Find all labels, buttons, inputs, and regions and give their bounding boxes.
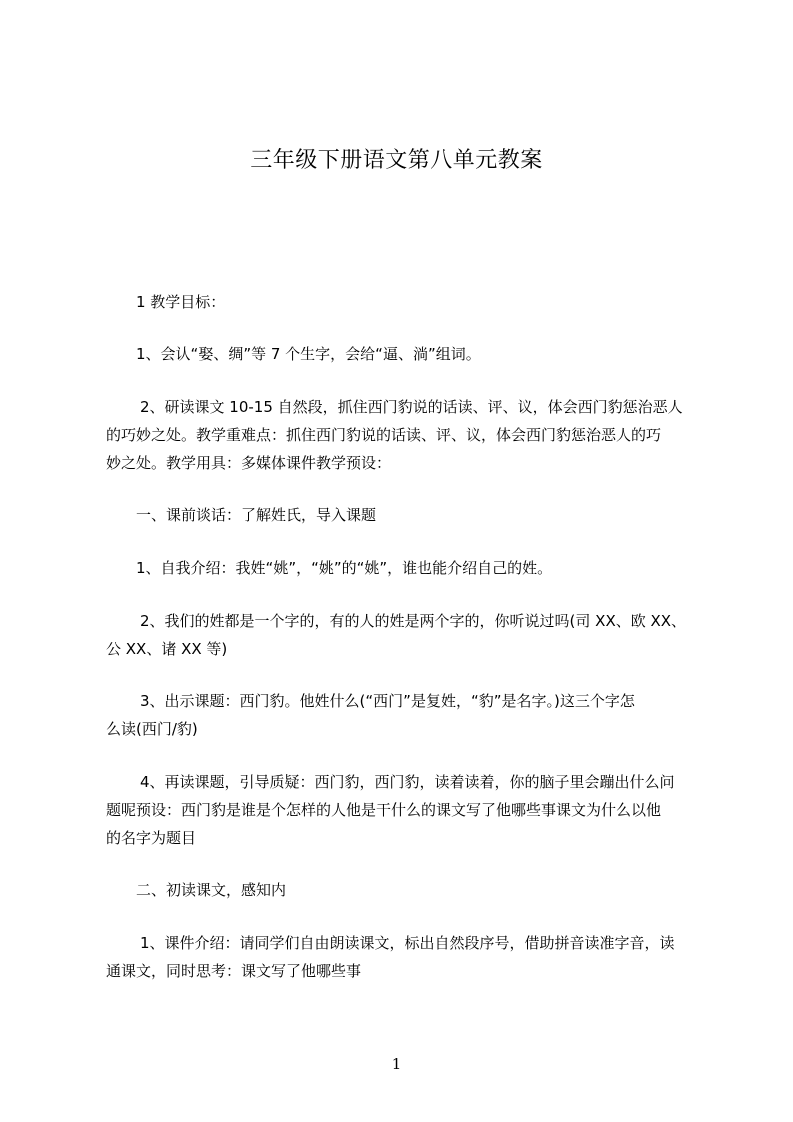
text-line: 一、课前谈话：了解姓氏，导入课题 [136, 506, 377, 524]
text-line: 1、课件介绍：请同学们自由朗读课文，标出自然段序号，借助拼音读准字音，读 [140, 934, 675, 952]
document-title: 三年级下册语文第八单元教案 [250, 148, 543, 173]
text-line: 的巧妙之处。教学重难点：抓住西门豹说的话读、评、议，体会西门豹惩治恶人的巧 [106, 426, 662, 444]
text-line: 的名字为题目 [106, 829, 197, 847]
text-line: 2、我们的姓都是一个字的，有的人的姓是两个字的，你听说过吗(司 XX、欧 XX、 [140, 612, 687, 630]
text-line: 2、研读课文 10-15 自然段，抓住西门豹说的话读、评、议，体会西门豹惩治恶人 [140, 398, 683, 416]
text-line: 1、会认“娶、绸”等 7 个生字，会给“逼、淌”组词。 [136, 345, 481, 363]
text-line: 3、出示课题：西门豹。他姓什么(“西门”是复姓，“豹”是名字。)这三个字怎 [140, 692, 635, 710]
text-line: 公 XX、诸 XX 等) [106, 640, 228, 658]
text-line: 1、自我介绍：我姓“姚”，“姚”的“姚”，谁也能介绍自己的姓。 [136, 559, 553, 577]
text-line: 通课文，同时思考：课文写了他哪些事 [106, 962, 362, 980]
text-line: 么读(西门/豹) [106, 720, 198, 738]
text-line: 4、再读课题，引导质疑：西门豹，西门豹，读着读着，你的脑子里会蹦出什么问 [140, 773, 675, 791]
text-line: 二、初读课文，感知内 [136, 881, 287, 899]
text-line: 妙之处。教学用具：多媒体课件教学预设： [106, 454, 392, 472]
text-line: 1 教学目标： [136, 293, 226, 311]
page-number: 1 [391, 1055, 402, 1073]
text-line: 题呢预设：西门豹是谁是个怎样的人他是干什么的课文写了他哪些事课文为什么以他 [106, 801, 662, 819]
